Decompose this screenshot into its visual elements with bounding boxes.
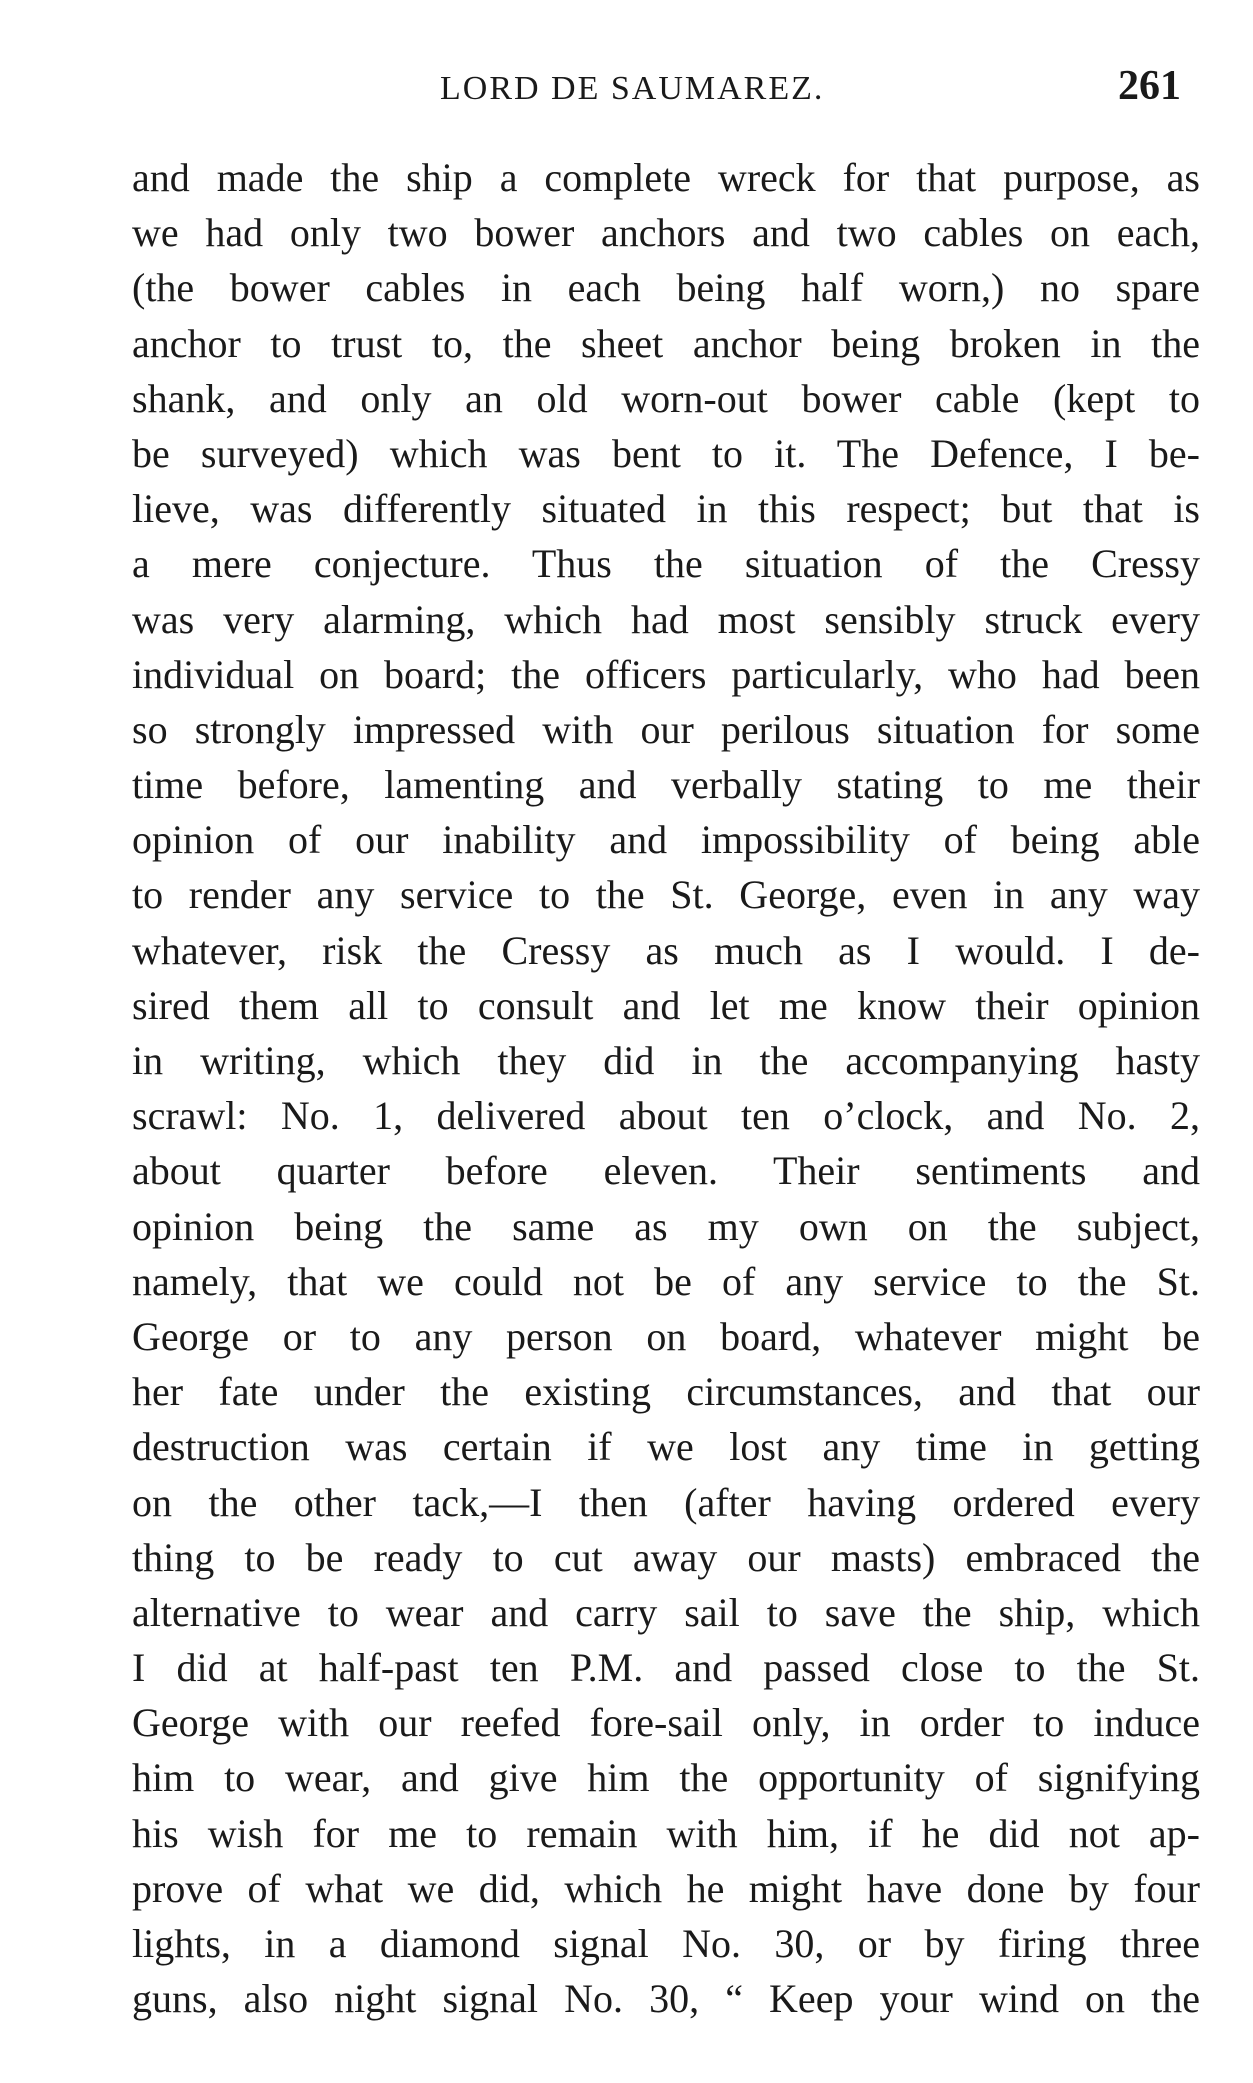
text-line: lights, in a diamond signal No. 30, or by firing three — [132, 1921, 1200, 1966]
text-line: whatever, risk the Cressy as much as I would. I de- — [132, 927, 1200, 973]
text-line: individual on board; the officers particularly, who had been — [132, 651, 1200, 697]
text-line: (the bower cables in each being half worn,) no spare — [132, 265, 1200, 311]
text-line: shank, and only an old worn-out bower cable (kept to — [132, 375, 1200, 421]
text-line: prove of what we did, which he might have done by four — [132, 1865, 1200, 1911]
text-line: we had only two bower anchors and two cables on each, — [132, 210, 1200, 256]
text-line: so strongly impressed with our perilous situation for some — [132, 706, 1200, 752]
text-line: destruction was certain if we lost any time in getting — [132, 1424, 1200, 1470]
text-line: alternative to wear and carry sail to save the ship, which — [132, 1589, 1200, 1635]
text-line: guns, also night signal No. 30, “ Keep your wind on the — [132, 1976, 1200, 2022]
text-line: I did at half-past ten P.M. and passed close to the St. — [132, 1645, 1200, 1691]
text-line: him to wear, and give him the opportunity of signifying — [132, 1755, 1200, 1801]
running-head: LORD DE SAUMAREZ. — [440, 70, 825, 107]
page-number: 261 — [1118, 63, 1181, 109]
text-line: about quarter before eleven. Their sentiments and — [132, 1148, 1200, 1194]
text-line: time before, lamenting and verbally stating to me their — [132, 762, 1200, 808]
text-line: George with our reefed fore-sail only, in order to induce — [132, 1700, 1200, 1746]
text-line: scrawl: No. 1, delivered about ten o’clock, and No. 2, — [132, 1093, 1200, 1139]
text-line: thing to be ready to cut away our masts) embraced the — [132, 1534, 1200, 1580]
text-line: on the other tack,—I then (after having ordered every — [132, 1479, 1200, 1525]
text-line: anchor to trust to, the sheet anchor being broken in the — [132, 320, 1200, 366]
text-line: to render any service to the St. George, even in any way — [132, 872, 1200, 918]
body-text — [132, 150, 1200, 2026]
text-line: namely, that we could not be of any service to the St. — [132, 1258, 1200, 1304]
text-line: her fate under the existing circumstances, and that our — [132, 1369, 1200, 1415]
text-line: be surveyed) which was bent to it. The Defence, I be- — [132, 430, 1200, 476]
text-line: sired them all to consult and let me know their opinion — [132, 982, 1200, 1028]
text-line: and made the ship a complete wreck for that purpose, as — [132, 155, 1200, 200]
text-line: lieve, was differently situated in this respect; but that is — [132, 486, 1200, 532]
text-line: in writing, which they did in the accompanying hasty — [132, 1038, 1200, 1083]
text-line: was very alarming, which had most sensibly struck every — [132, 596, 1200, 642]
text-line: George or to any person on board, whatever might be — [132, 1313, 1200, 1359]
text-line: his wish for me to remain with him, if he did not ap- — [132, 1810, 1200, 1856]
text-line: opinion being the same as my own on the subject, — [132, 1203, 1200, 1249]
text-line: a mere conjecture. Thus the situation of the Cressy — [132, 541, 1200, 587]
text-line: opinion of our inability and impossibility of being able — [132, 817, 1200, 863]
